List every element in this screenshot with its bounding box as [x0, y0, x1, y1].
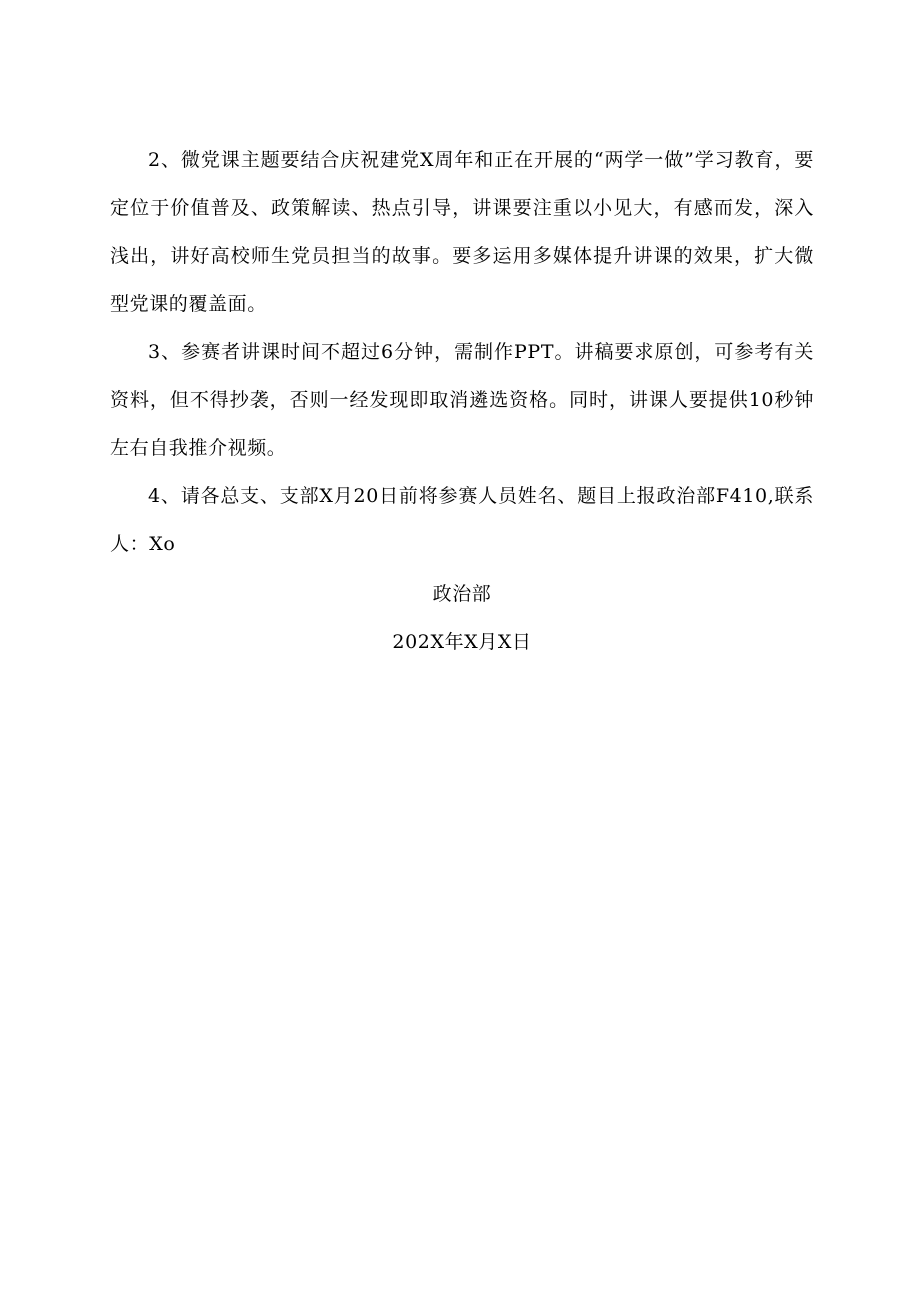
document-body	[110, 136, 814, 666]
signature-block	[110, 570, 814, 666]
signature-department: 政治部	[432, 583, 492, 605]
paragraph-item-2: 2、微党课主题要结合庆祝建党X周年和正在开展的“两学一做”学习教育，要定位于价值普及、政策解读、热点引导，讲课要注重以小见大，有感而发，深入浅出，讲好高校师生党员担当的故事。要多运用多媒体提升讲课的效果，扩大微型党课的覆盖面。	[110, 149, 814, 315]
paragraph-item-4: 4、请各总支、支部X月20日前将参赛人员姓名、题目上报政治部F410,联系人：Xo	[110, 485, 814, 555]
paragraph-item-3: 3、参赛者讲课时间不超过6分钟，需制作PPT。讲稿要求原创，可参考有关资料，但不得抄袭，否则一经发现即取消遴选资格。同时，讲课人要提供10秒钟左右自我推介视频。	[110, 341, 814, 459]
signature-date: 202X年X月X日	[392, 631, 532, 653]
